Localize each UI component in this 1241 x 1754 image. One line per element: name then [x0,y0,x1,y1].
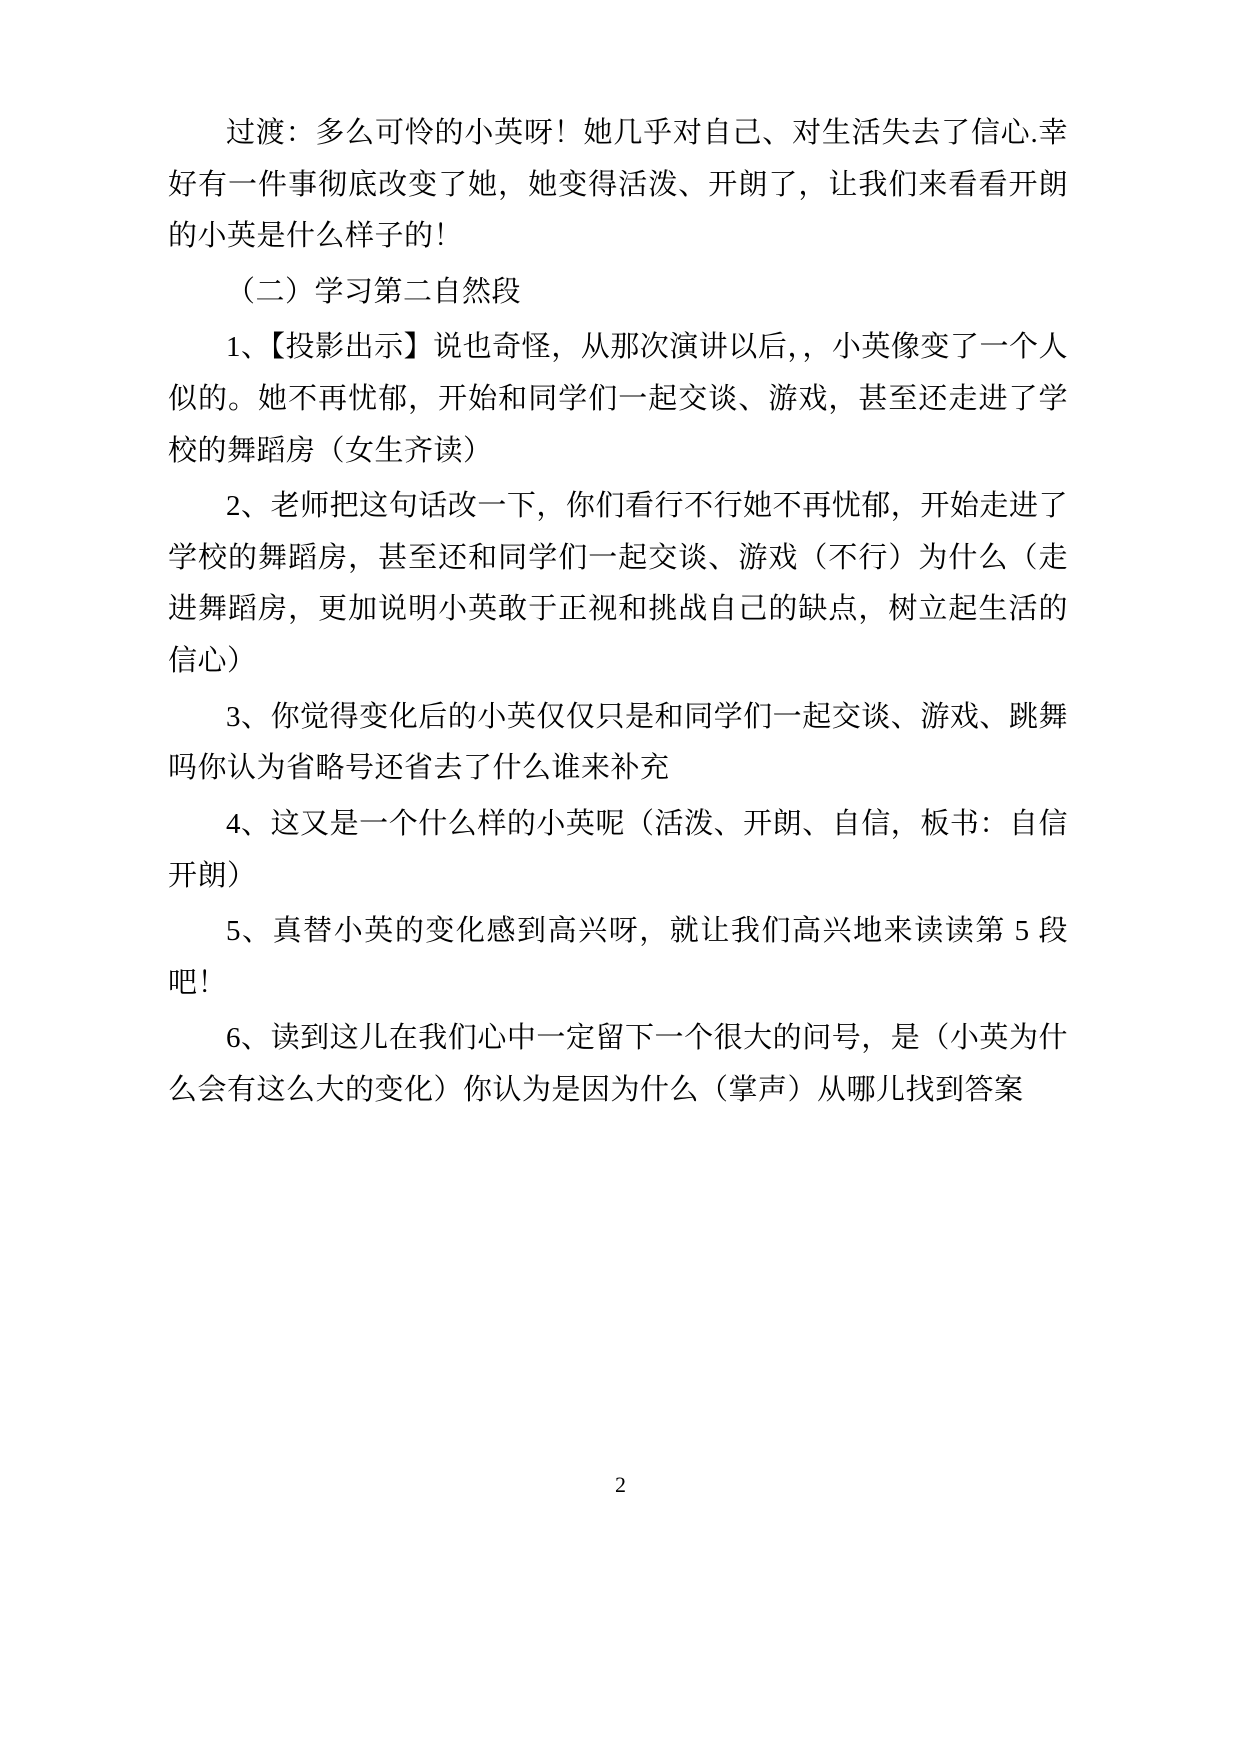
paragraph: 过渡：多么可怜的小英呀！她几乎对自己、对生活失去了信心.幸好有一件事彻底改变了她，她变得活泼、开朗了，让我们来看看开朗的小英是什么样子的！ [168,117,1068,253]
paragraph: 6、读到这儿在我们心中一定留下一个很大的问号，是（小英为什么会有这么大的变化）你认为是因为什么（掌声）从哪儿找到答案 [168,1022,1068,1106]
paragraph: 3、你觉得变化后的小英仅仅只是和同学们一起交谈、游戏、跳舞吗你认为省略号还省去了什么谁来补充 [168,700,1068,785]
paragraph: （二）学习第二自然段 [226,275,522,308]
paragraph: 5、真替小英的变化感到高兴呀，就让我们高兴地来读读第 5 段吧！ [168,915,1068,999]
document-body [168,108,1068,1121]
paragraph: 2、老师把这句话改一下，你们看行不行她不再忧郁，开始走进了学校的舞蹈房，甚至还和同学们一起交谈、游戏（不行）为什么（走进舞蹈房，更加说明小英敢于正视和挑战自己的缺点，树立起生活的信心） [168,490,1068,678]
page-number: 2 [615,1472,626,1497]
paragraph: 4、这又是一个什么样的小英呢（活泼、开朗、自信，板书：自信开朗） [168,807,1068,892]
paragraph: 1、【投影出示】说也奇怪，从那次演讲以后，，小英像变了一个人似的。她不再忧郁，开始和同学们一起交谈、游戏，甚至还走进了学校的舞蹈房（女生齐读） [168,331,1068,467]
